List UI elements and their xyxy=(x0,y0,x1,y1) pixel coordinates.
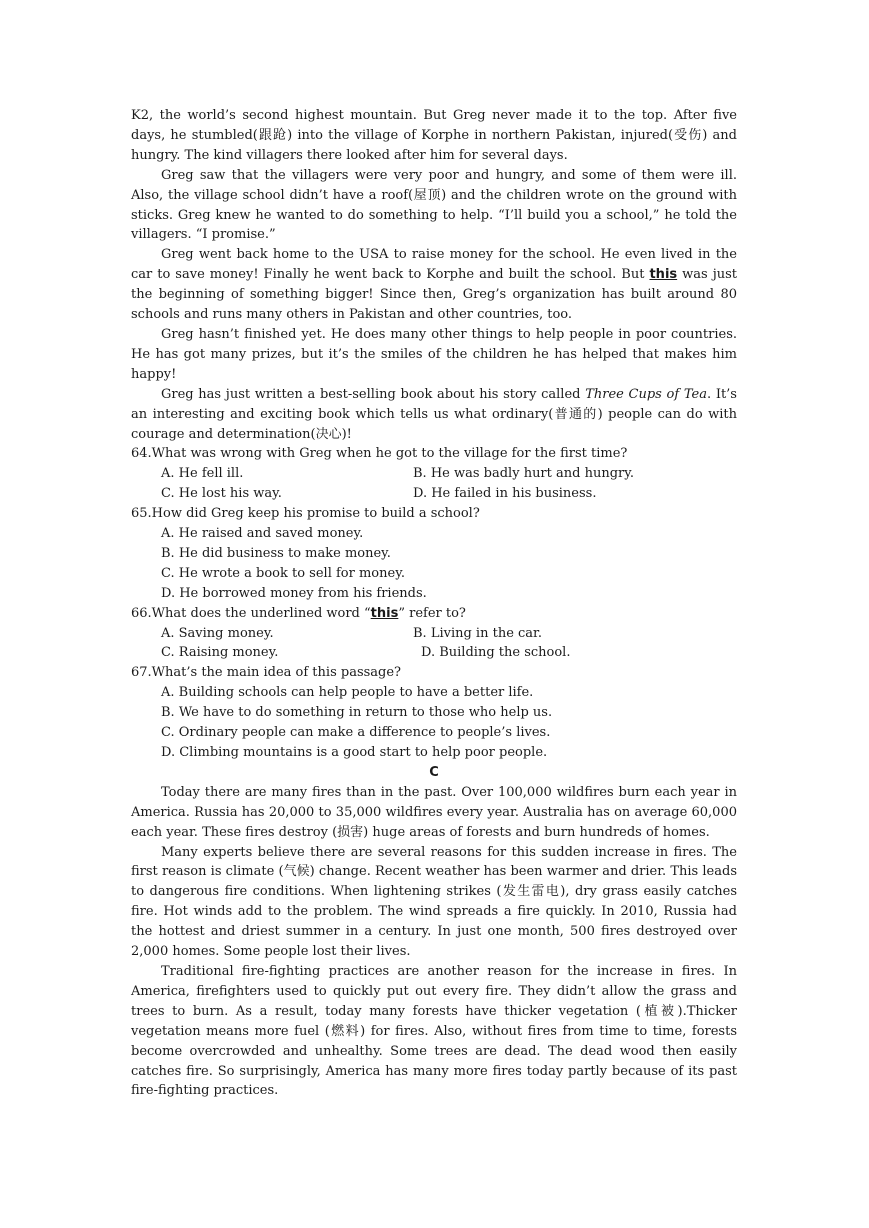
question-64-option-a: A. He fell ill. xyxy=(161,466,244,482)
question-65-options xyxy=(131,524,737,604)
passage-b-paragraph-2: Greg saw that the villagers were very poor and hungry, and some of them were ill. Also, the village school didn’t have a roof(屋顶) and the children wrote on the ground with sticks. Greg knew he wanted to do something to help. “I’ll build you a school,” he told the villagers. “I promise.” xyxy=(131,167,737,243)
question-65-option-c: C. He wrote a book to sell for money. xyxy=(161,565,405,581)
question-65-stem: 65.How did Greg keep his promise to build a school? xyxy=(131,506,480,522)
question-66-option-d: D. Building the school. xyxy=(421,645,571,661)
passage-c-paragraph-2: Many experts believe there are several reasons for this sudden increase in fires. The first reason is climate (气候) change. Recent weather has been warmer and drier. This leads to dangerous fire conditions. When lightening strikes (发生雷电), dry grass easily catches fire. Hot winds add to the problem. The wind spreads a fire quickly. In 2010, Russia had the hottest and driest summer in a century. In just one month, 500 fires destroyed over 2,000 homes. Some people lost their lives. xyxy=(131,844,737,960)
question-64-options xyxy=(131,464,737,504)
question-64-option-c: C. He lost his way. xyxy=(161,486,282,502)
question-64-option-d: D. He failed in his business. xyxy=(413,486,597,502)
underlined-word-this: this xyxy=(649,267,678,283)
question-67-stem: 67.What’s the main idea of this passage? xyxy=(131,665,402,681)
question-65-option-a: A. He raised and saved money. xyxy=(161,526,364,542)
question-65-option-b: B. He did business to make money. xyxy=(161,545,391,561)
question-66-option-c: C. Raising money. xyxy=(161,645,279,661)
question-66-options xyxy=(131,624,737,664)
question-67-options xyxy=(131,683,737,763)
question-67-option-b: B. We have to do something in return to those who help us. xyxy=(161,705,553,721)
passage-b-paragraph-1: K2, the world’s second highest mountain. But Greg never made it to the top. After five days, he stumbled(跟跄) into the village of Korphe in northern Pakistan, injured(受伤) and hungry. The kind villagers there looked after him for several days. xyxy=(131,108,737,163)
question-64-option-b: B. He was badly hurt and hungry. xyxy=(413,466,634,482)
exam-page xyxy=(131,106,737,1101)
question-66-text-a: 66.What does the underlined word “ xyxy=(131,605,371,621)
paragraph-5-text-a: Greg has just written a best-selling book about his story called xyxy=(161,386,586,402)
question-67-option-a: A. Building schools can help people to have a better life. xyxy=(161,685,534,701)
book-title: Three Cups of Tea xyxy=(585,386,707,402)
passage-c-paragraph-1: Today there are many fires than in the past. Over 100,000 wildfires burn each year in America. Russia has 20,000 to 35,000 wildfires every year. Australia has on average 60,000 each year. These fires destroy (损害) huge areas of forests and burn hundreds of homes. xyxy=(131,784,737,840)
paragraph-3-text-a: Greg went back home to the USA to raise money for the school. He even lived in the car to save money! Finally he went back to Korphe and built the school. But xyxy=(131,247,737,283)
question-66-option-a: A. Saving money. xyxy=(161,625,274,641)
paragraph-3-text-b: was just the beginning of something bigger! Since then, Greg’s organization has built around 80 schools and runs many others in Pakistan and other countries, too. xyxy=(131,267,737,323)
passage-b-paragraph-5 xyxy=(131,385,737,445)
passage-c-paragraph-3: Traditional fire-fighting practices are another reason for the increase in fires. In America, firefighters used to quickly put out every fire. They didn’t allow the grass and trees to burn. As a result, today many forests have thicker vegetation (植被).Thicker vegetation means more fuel (燃料) for fires. Also, without fires from time to time, forests become overcrowded and unhealthy. Some trees are dead. The dead wood then easily catches fire. So surprisingly, America has many more fires today partly because of its past fire-fighting practices. xyxy=(131,963,737,1099)
passage-b-paragraph-3 xyxy=(131,245,737,325)
question-66-option-b: B. Living in the car. xyxy=(413,625,542,641)
question-65-option-d: D. He borrowed money from his friends. xyxy=(161,585,427,601)
question-67-option-d: D. Climbing mountains is a good start to help poor people. xyxy=(161,745,548,760)
paragraph-5-text-b: . It’s an interesting and exciting book which tells us what ordinary(普通的) people can do with courage and determination(决心)! xyxy=(131,386,737,442)
passage-b-paragraph-4: Greg hasn’t finished yet. He does many other things to help people in poor countries. He has got many prizes, but it’s the smiles of the children he has helped that makes him happy! xyxy=(131,326,737,382)
question-66-text-b: ” refer to? xyxy=(398,605,466,621)
question-66-underlined-word: this xyxy=(370,605,399,621)
section-heading-c: C xyxy=(429,764,439,780)
question-67-option-c: C. Ordinary people can make a difference to people’s lives. xyxy=(161,725,551,741)
question-66-stem xyxy=(131,604,737,624)
question-64-stem: 64.What was wrong with Greg when he got to the village for the first time? xyxy=(131,446,628,462)
